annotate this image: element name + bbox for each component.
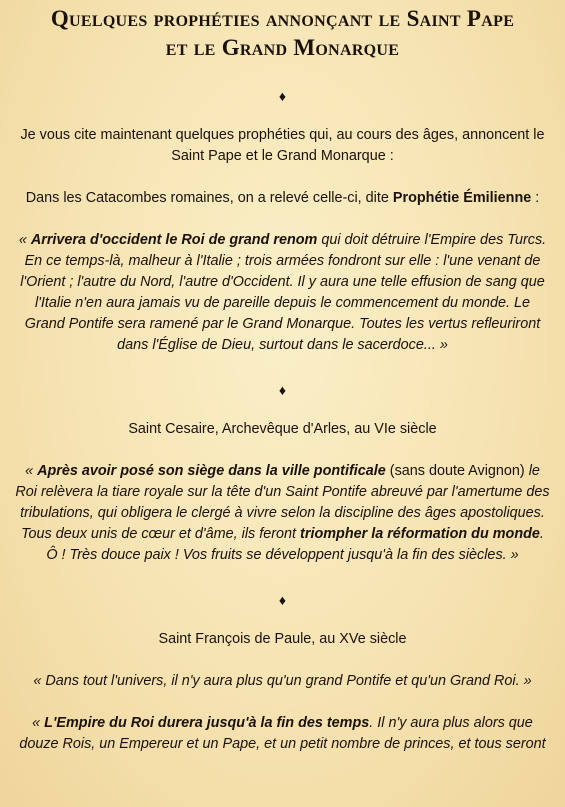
emilienne-quote: « Arrivera d'occident le Roi de grand renom qui doit détruire l'Empire des Turcs. En ce temps-là, malheur à l'Italie ; trois armées fondront sur elle : l'une venant de l'Orient ; l'autre du Nord, l'autre d'Occident. Il y aura une telle effusion de sang que l'Italie n'en aura jamais vu de pareille depuis le commencement du monde. Le Grand Pontife sera ramené par le Grand Monarque. Toutes les vertus refleuriront dans l'Église de Dieu, surtout dans le sacerdoce... » [18, 232, 547, 353]
francois-quote-2: « L'Empire du Roi durera jusqu'à la fin des temps. Il n'y aura plus alors que douze Rois, un Empereur et un Pape, et un petit nombre de princes, et tous seront [19, 715, 546, 752]
diamond-separator-icon: ♦ [278, 592, 287, 608]
cesaire-quote: « Après avoir posé son siège dans la ville pontificale (sans doute Avignon) le Roi relèvera la tiare royale sur la tête d'un Saint Pontife abreuvé par l'amertume des tribulations, qui obligera le clergé à vivre selon la discipline des âges apostoliques. Tous deux unis de cœur et d'âme, ils feront triompher la réformation du monde. Ô ! Très douce paix ! Vos fruits se développent jusqu'à la fin des siècles. » [15, 463, 550, 563]
quote-emphasis: triompher la réformation du monde [300, 526, 540, 542]
quote-emphasis: L'Empire du Roi durera jusqu'à la fin des temps [44, 715, 370, 731]
prophecy-name: Prophétie Émilienne [392, 190, 532, 206]
diamond-separator-icon: ♦ [278, 382, 287, 398]
page-title [14, 4, 551, 62]
quote-emphasis: Après avoir posé son siège dans la ville pontificale [37, 463, 386, 479]
title-line-2: et le Grand Monarque [165, 35, 400, 60]
title-line-1: Quelques prophéties annonçant le Saint Pape [50, 6, 515, 31]
diamond-separator-icon: ♦ [278, 88, 287, 104]
quote-emphasis: Arrivera d'occident le Roi de grand renom [30, 232, 318, 248]
catacombes-paragraph: Dans les Catacombes romaines, on a relevé celle-ci, dite Prophétie Émilienne : [25, 190, 540, 206]
francois-quote-1: « Dans tout l'univers, il n'y aura plus qu'un grand Pontife et qu'un Grand Roi. » [33, 673, 532, 689]
cesaire-heading: Saint Cesaire, Archevêque d'Arles, au VIe siècle [128, 421, 437, 437]
francois-heading: Saint François de Paule, au XVe siècle [158, 631, 407, 647]
intro-paragraph: Je vous cite maintenant quelques prophéties qui, au cours des âges, annoncent le Saint Pape et le Grand Monarque : [20, 127, 545, 164]
